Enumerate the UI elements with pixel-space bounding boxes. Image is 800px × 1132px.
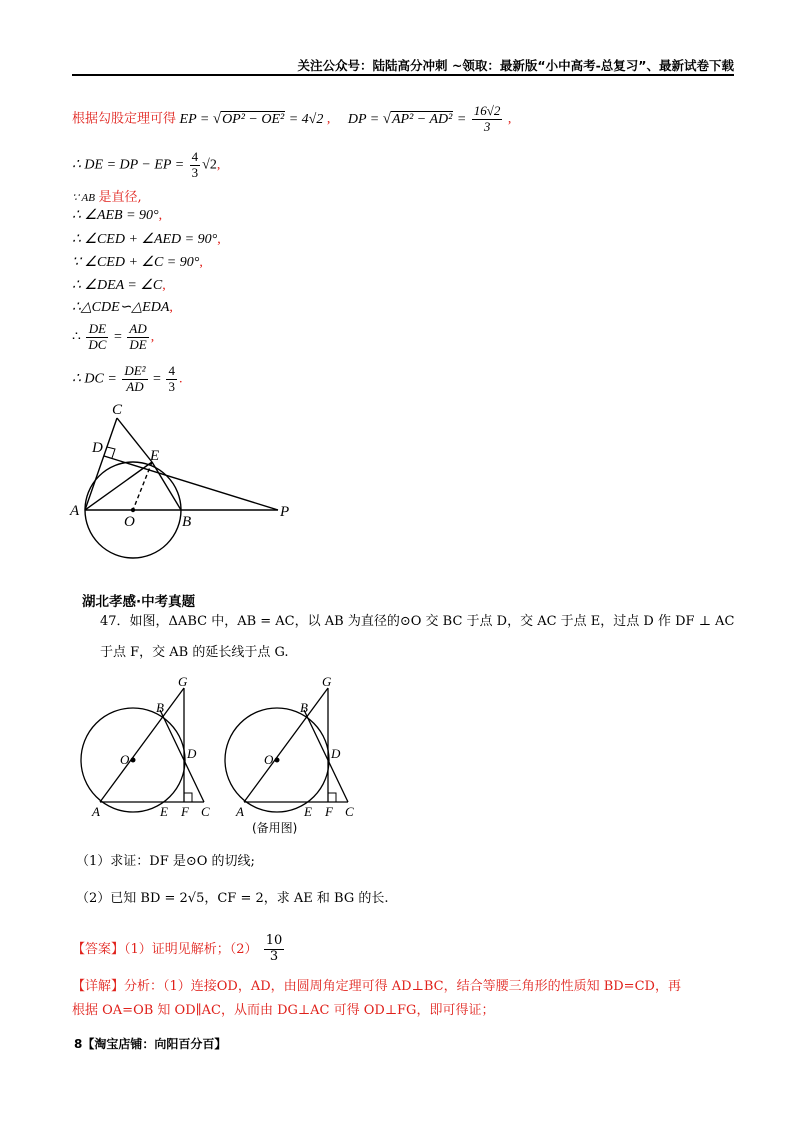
ep-radicand: OP² − OE² xyxy=(222,111,285,127)
dp-label: DP = xyxy=(347,111,383,127)
period: . xyxy=(178,371,183,387)
answer-label: 【答案】 xyxy=(72,941,125,957)
solution-line-10: ∴ DC = $\frac{\text{DE²}}{AD}$ = $\frac{4}{3}$ . xyxy=(72,363,183,394)
comma: , xyxy=(216,157,221,173)
answer-denominator: 3 xyxy=(269,948,279,964)
center-dot-o xyxy=(131,508,135,512)
line-ac xyxy=(85,418,117,510)
answer-line xyxy=(72,934,286,965)
ratio-den-1: DC xyxy=(88,336,107,352)
label-p: P xyxy=(280,504,290,520)
label-o-main: O xyxy=(120,752,130,767)
dp-numerator: 16√2 xyxy=(473,103,501,118)
ep-label: EP = xyxy=(179,111,213,127)
label-c: C xyxy=(112,402,123,418)
page-footer: 8【淘宝店铺：向阳百分百】 xyxy=(74,1037,227,1051)
problem-line-1: 47．如图，ΔABC 中，AB = AC，以 AB 为直径的⊙O 交 BC 于点 D，交 AC 于点 E，过点 D 作 DF ⊥ AC xyxy=(100,614,735,629)
label-e-main: E xyxy=(160,804,168,819)
label-e-backup: E xyxy=(304,804,312,819)
ab-label: ∵ AB xyxy=(72,192,95,204)
comma: , xyxy=(326,111,331,127)
answer-text: （1）证明见解析；（2） xyxy=(124,941,258,957)
line-bc-backup xyxy=(304,710,348,802)
angle-sum-1: ∴ ∠CED + ∠AED = 90° xyxy=(72,232,218,247)
label-b-backup: B xyxy=(300,700,308,715)
solution-line-7 xyxy=(72,277,166,294)
solution-line-9: ∴ $\frac{DE}{DC}$ = $\frac{AD}{DE}$ , xyxy=(72,321,155,352)
label-o: O xyxy=(124,514,135,530)
dc-den-1: AD xyxy=(126,378,144,394)
solution-line-8 xyxy=(72,299,173,316)
right-angle-mark-f-backup xyxy=(328,793,336,802)
label-g: G xyxy=(178,674,188,689)
right-angle-mark-f xyxy=(184,793,192,802)
angle-sum-2: ∵ ∠CED + ∠C = 90° xyxy=(72,255,200,270)
dp-denominator: 3 xyxy=(483,118,491,134)
dc-den-2: 3 xyxy=(168,378,175,394)
dc-num-1: DE² xyxy=(124,363,146,378)
section-title: 湖北孝感·中考真题 xyxy=(82,594,196,610)
center-dot-o-backup xyxy=(275,758,280,763)
line-dp xyxy=(104,456,278,510)
question-1: （1）求证：DF 是⊙O 的切线; xyxy=(76,854,255,869)
figure-2-main xyxy=(81,674,210,819)
header-rule xyxy=(72,74,734,76)
comma: , xyxy=(162,278,166,293)
dp-radicand: AP² − AD² xyxy=(391,111,453,127)
de-equation: ∴ DE = DP − EP = xyxy=(72,157,188,173)
comma: , xyxy=(217,232,221,247)
label-b: B xyxy=(182,514,192,530)
label-d-backup: D xyxy=(331,746,341,761)
solution-line-6 xyxy=(72,254,203,271)
angle-aeb: ∴ ∠AEB = 90° xyxy=(72,208,159,223)
line-ag-backup xyxy=(244,688,328,802)
angle-equal: ∴ ∠DEA = ∠C xyxy=(72,278,163,293)
dc-num-2: 4 xyxy=(168,363,175,378)
answer-numerator: 10 xyxy=(265,933,283,948)
page-header: 关注公众号：陆陆高分冲刺 ~领取：最新版“小中高考-总复习”、最新试卷下载 xyxy=(297,58,734,73)
line-ae xyxy=(85,462,152,510)
center-dot-o-main xyxy=(131,758,136,763)
label-o-backup: O xyxy=(264,752,274,767)
de-numerator: 4 xyxy=(191,149,199,164)
solution-line-3 xyxy=(72,186,142,206)
line-ce xyxy=(117,418,152,462)
right-angle-mark-d xyxy=(107,447,115,458)
analysis-line-2: 根据 OA=OB 知 OD∥AC，从而由 DG⊥AC 可得 OD⊥FG，即可得证； xyxy=(72,1003,495,1018)
question-2: （2）已知 BD = 2√5，CF = 2，求 AE 和 BG 的长. xyxy=(76,891,389,906)
therefore: ∴ xyxy=(72,329,85,345)
comma: , xyxy=(158,208,163,223)
pythagoras-intro: 根据勾股定理可得 xyxy=(72,111,177,127)
label-d: D xyxy=(92,440,103,456)
line-bc xyxy=(160,710,204,802)
line-eb xyxy=(152,462,181,510)
solution-line-1: 根据勾股定理可得 EP = √OP² − OE² = 4√2 , DP = √AP² − AD² = $\frac{16√2}{3}$ , xyxy=(72,103,512,134)
label-f-main: F xyxy=(181,804,189,819)
figure-1-diagram xyxy=(60,400,300,575)
ep-value: = 4√2 xyxy=(285,111,324,127)
similar-triangles: ∴△CDE∽△EDA xyxy=(72,300,170,315)
figure-2-diagram xyxy=(80,672,370,842)
line-ag xyxy=(100,688,184,802)
solution-line-5 xyxy=(72,231,221,248)
comma: , xyxy=(507,111,512,127)
label-d-main: D xyxy=(187,746,197,761)
de-denominator: 3 xyxy=(191,164,199,180)
dc-label: ∴ DC = xyxy=(72,371,121,387)
comma: , xyxy=(150,329,155,345)
comma: , xyxy=(169,300,173,315)
label-a: A xyxy=(70,503,80,519)
solution-line-2 xyxy=(72,150,220,181)
problem-line-2: 于点 F，交 AB 的延长线于点 G. xyxy=(100,645,289,660)
analysis-line-1: 【详解】分析：（1）连接OD，AD，由圆周角定理可得 AD⊥BC，结合等腰三角形的性质知 BD=CD，再 xyxy=(72,979,681,994)
de-tail: √2 xyxy=(202,157,217,173)
label-e: E xyxy=(150,448,160,464)
label-c-backup: C xyxy=(345,804,354,819)
label-a-backup: A xyxy=(236,804,244,819)
backup-figure-caption: (备用图) xyxy=(252,821,298,835)
figure-2-backup xyxy=(225,674,354,835)
label-g-backup: G xyxy=(322,674,332,689)
label-c-main: C xyxy=(201,804,210,819)
ratio-den-2: DE xyxy=(129,336,147,352)
label-b-main: B xyxy=(156,700,164,715)
ratio-num-2: AD xyxy=(129,321,147,336)
comma: , xyxy=(199,255,203,270)
diameter-note: 是直径, xyxy=(98,190,142,205)
label-a-main: A xyxy=(92,804,100,819)
solution-line-4 xyxy=(72,207,162,224)
ratio-num-1: DE xyxy=(86,322,108,338)
label-f-backup: F xyxy=(325,804,333,819)
